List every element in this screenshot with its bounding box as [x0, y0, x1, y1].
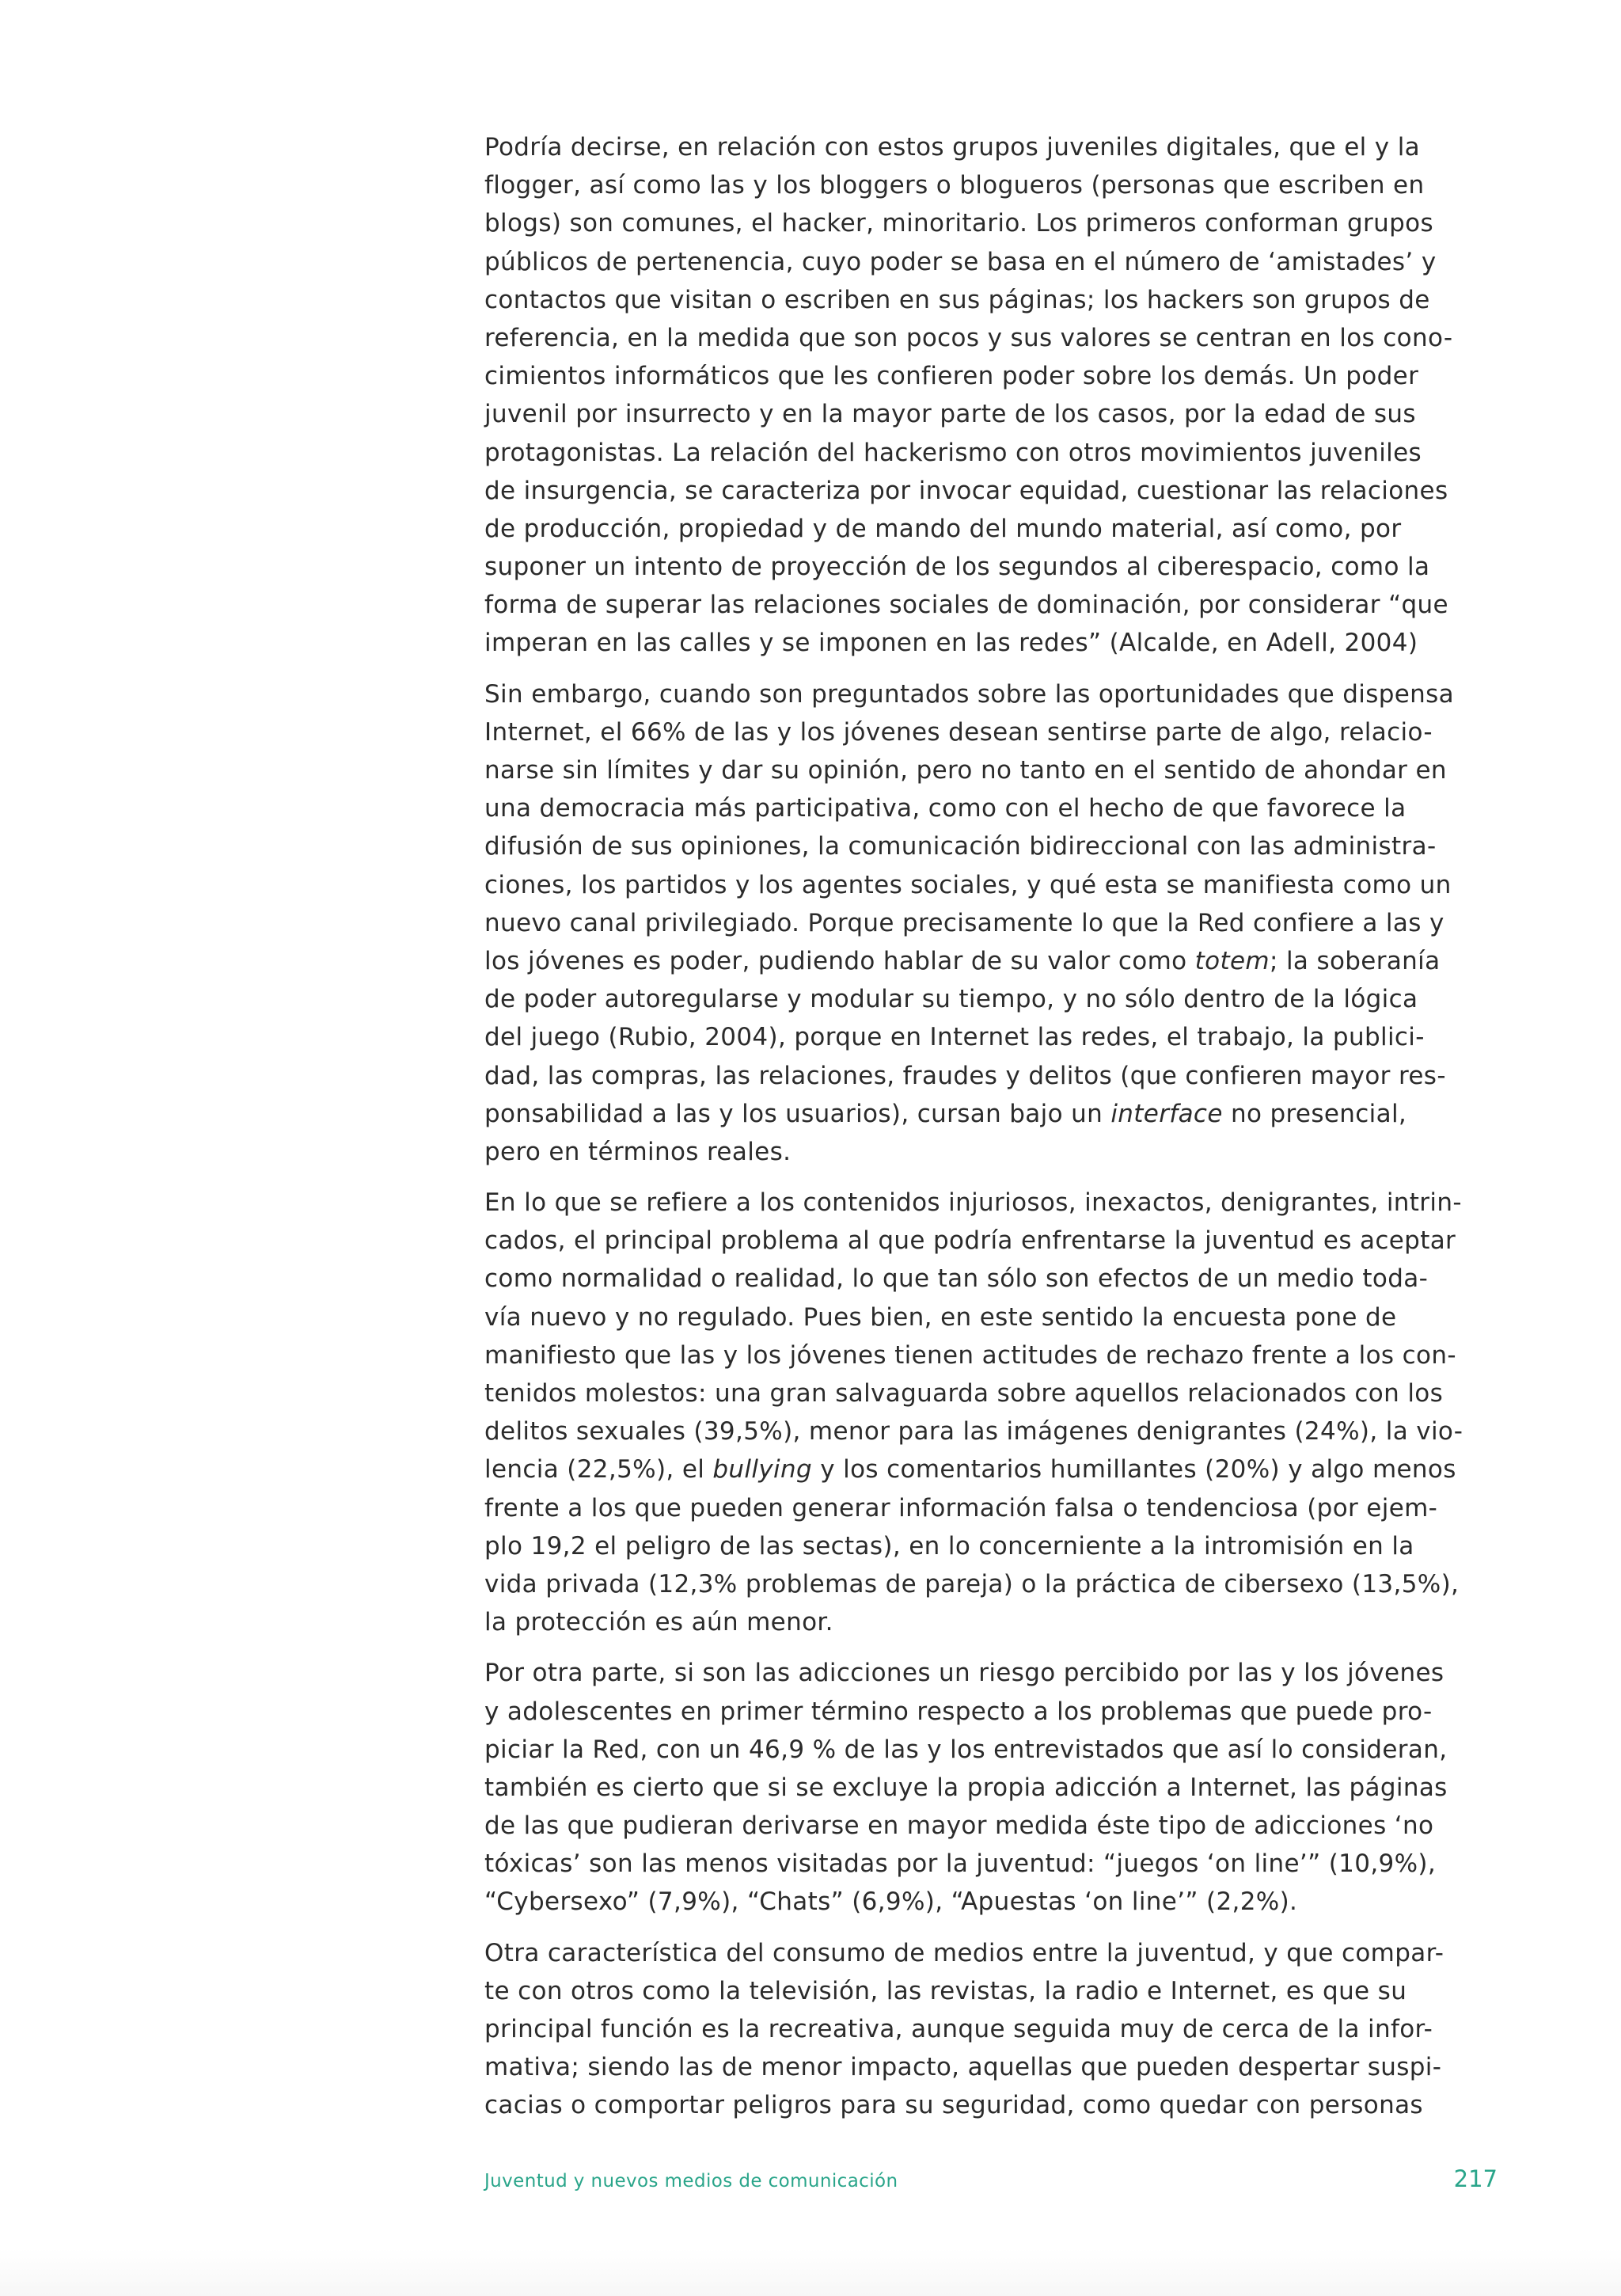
text-line: imperan en las calles y se imponen en las redes” (Alcalde, en Adell, 2004) — [484, 629, 1418, 658]
text-run: los jóvenes es poder, pudiendo hablar de su valor como — [484, 946, 1195, 975]
text-line: piciar la Red, con un 46,9 % de las y los entrevistados que así lo consideran, — [484, 1735, 1448, 1764]
text-line: y adolescentes en primer término respecto a los problemas que puede pro- — [484, 1697, 1433, 1726]
paragraph-4 — [484, 1654, 1498, 1921]
paragraph-3 — [484, 1184, 1498, 1641]
text-line: flogger, así como las y los bloggers o blogueros (personas que escriben en — [484, 171, 1425, 200]
text-line: de insurgencia, se caracteriza por invocar equidad, cuestionar las relaciones — [484, 476, 1448, 505]
text-line: dad, las compras, las relaciones, fraudes y delitos (que confieren mayor res- — [484, 1061, 1446, 1090]
text-line: suponer un intento de proyección de los segundos al ciberespacio, como la — [484, 553, 1430, 582]
text-line — [484, 1450, 1498, 1488]
text-line: de producción, propiedad y de mando del mundo material, así como, por — [484, 514, 1402, 543]
text-line: una democracia más participativa, como con el hecho de que favorece la — [484, 794, 1407, 823]
text-line: tenidos molestos: una gran salvaguarda sobre aquellos relacionados con los — [484, 1379, 1444, 1408]
text-line: delitos sexuales (39,5%), menor para las imágenes denigrantes (24%), la vio- — [484, 1417, 1463, 1446]
paragraph-5 — [484, 1934, 1498, 2125]
text-line: cacias o comportar peligros para su seguridad, como quedar con personas — [484, 2091, 1423, 2120]
paragraph-2 — [484, 675, 1498, 1171]
text-line: narse sin límites y dar su opinión, pero no tanto en el sentido de ahondar en — [484, 756, 1447, 785]
text-line: cimientos informáticos que les confieren poder sobre los demás. Un poder — [484, 362, 1419, 391]
text-line: de poder autoregularse y modular su tiempo, y no sólo dentro de la lógica — [484, 985, 1418, 1014]
text-run: ponsabilidad a las y los usuarios), cursan bajo un — [484, 1099, 1111, 1128]
text-line: manifiesto que las y los jóvenes tienen actitudes de rechazo frente a los con- — [484, 1340, 1456, 1370]
text-line — [484, 942, 1498, 980]
text-line: referencia, en la medida que son pocos y sus valores se centran en los cono- — [484, 323, 1453, 352]
footer-title: Juventud y nuevos medios de comunicación — [484, 2171, 898, 2191]
text-line: juvenil por insurrecto y en la mayor parte de los casos, por la edad de sus — [484, 400, 1416, 429]
italic-term: totem — [1194, 946, 1270, 975]
text-line: tóxicas’ son las menos visitadas por la juventud: “juegos ‘on line’” (10,9%), — [484, 1849, 1437, 1879]
text-run: ; la soberanía — [1269, 946, 1441, 975]
text-line: Otra característica del consumo de medios entre la juventud, y que compar- — [484, 1938, 1444, 1967]
text-line: Podría decirse, en relación con estos grupos juveniles digitales, que el y la — [484, 133, 1421, 162]
text-line: Sin embargo, cuando son preguntados sobre las oportunidades que dispensa — [484, 679, 1455, 709]
paragraph-1 — [484, 128, 1498, 663]
page-number: 217 — [1453, 2165, 1498, 2192]
text-line: blogs) son comunes, el hacker, minoritario. Los primeros conforman grupos — [484, 209, 1433, 238]
text-line: pero en términos reales. — [484, 1137, 792, 1166]
text-line: vida privada (12,3% problemas de pareja) o la práctica de cibersexo (13,5%), — [484, 1569, 1460, 1598]
text-line: como normalidad o realidad, lo que tan sólo son efectos de un medio toda- — [484, 1264, 1429, 1294]
text-line: públicos de pertenencia, cuyo poder se basa en el número de ‘amistades’ y — [484, 247, 1437, 276]
text-line: mativa; siendo las de menor impacto, aquellas que pueden despertar suspi- — [484, 2053, 1442, 2082]
text-line: te con otros como la televisión, las revistas, la radio e Internet, es que su — [484, 1976, 1407, 2005]
text-line: del juego (Rubio, 2004), porque en Internet las redes, el trabajo, la publici- — [484, 1023, 1425, 1052]
body-text — [484, 128, 1498, 2138]
text-line: principal función es la recreativa, aunque seguida muy de cerca de la infor- — [484, 2015, 1433, 2043]
text-line: En lo que se refiere a los contenidos injuriosos, inexactos, denigrantes, intrin- — [484, 1188, 1462, 1218]
text-run: y los comentarios humillantes (20%) y algo menos — [812, 1455, 1456, 1484]
text-line: la protección es aún menor. — [484, 1608, 833, 1637]
text-run: no presencial, — [1222, 1099, 1407, 1128]
text-line: Internet, el 66% de las y los jóvenes desean sentirse parte de algo, relacio- — [484, 717, 1433, 747]
text-line: ciones, los partidos y los agentes sociales, y qué esta se manifiesta como un — [484, 870, 1452, 899]
text-line: protagonistas. La relación del hackerismo con otros movimientos juveniles — [484, 438, 1422, 467]
text-line: cados, el principal problema al que podría enfrentarse la juventud es aceptar — [484, 1226, 1456, 1256]
text-line: frente a los que pueden generar información falsa o tendenciosa (por ejem- — [484, 1493, 1438, 1522]
text-run: lencia (22,5%), el — [484, 1455, 713, 1484]
text-line — [484, 1095, 1498, 1133]
text-line: plo 19,2 el peligro de las sectas), en lo concerniente a la intromisión en la — [484, 1531, 1414, 1560]
text-line: de las que pudieran derivarse en mayor medida éste tipo de adicciones ‘no — [484, 1811, 1434, 1841]
italic-term: interface — [1110, 1099, 1223, 1128]
text-line: vía nuevo y no regulado. Pues bien, en este sentido la encuesta pone de — [484, 1302, 1397, 1332]
text-line: “Cybersexo” (7,9%), “Chats” (6,9%), “Apuestas ‘on line’” (2,2%). — [484, 1887, 1298, 1917]
text-line: también es cierto que si se excluye la propia adicción a Internet, las páginas — [484, 1773, 1448, 1802]
page-bottom-shade — [0, 2248, 1621, 2296]
italic-term: bullying — [712, 1455, 813, 1484]
text-line: contactos que visitan o escriben en sus páginas; los hackers son grupos de — [484, 285, 1430, 314]
text-line: Por otra parte, si son las adicciones un riesgo percibido por las y los jóvenes — [484, 1659, 1444, 1688]
text-line: nuevo canal privilegiado. Porque precisamente lo que la Red confiere a las y — [484, 908, 1444, 937]
text-line: difusión de sus opiniones, la comunicación bidireccional con las administra- — [484, 832, 1437, 861]
text-line: forma de superar las relaciones sociales de dominación, por considerar “que — [484, 591, 1448, 620]
